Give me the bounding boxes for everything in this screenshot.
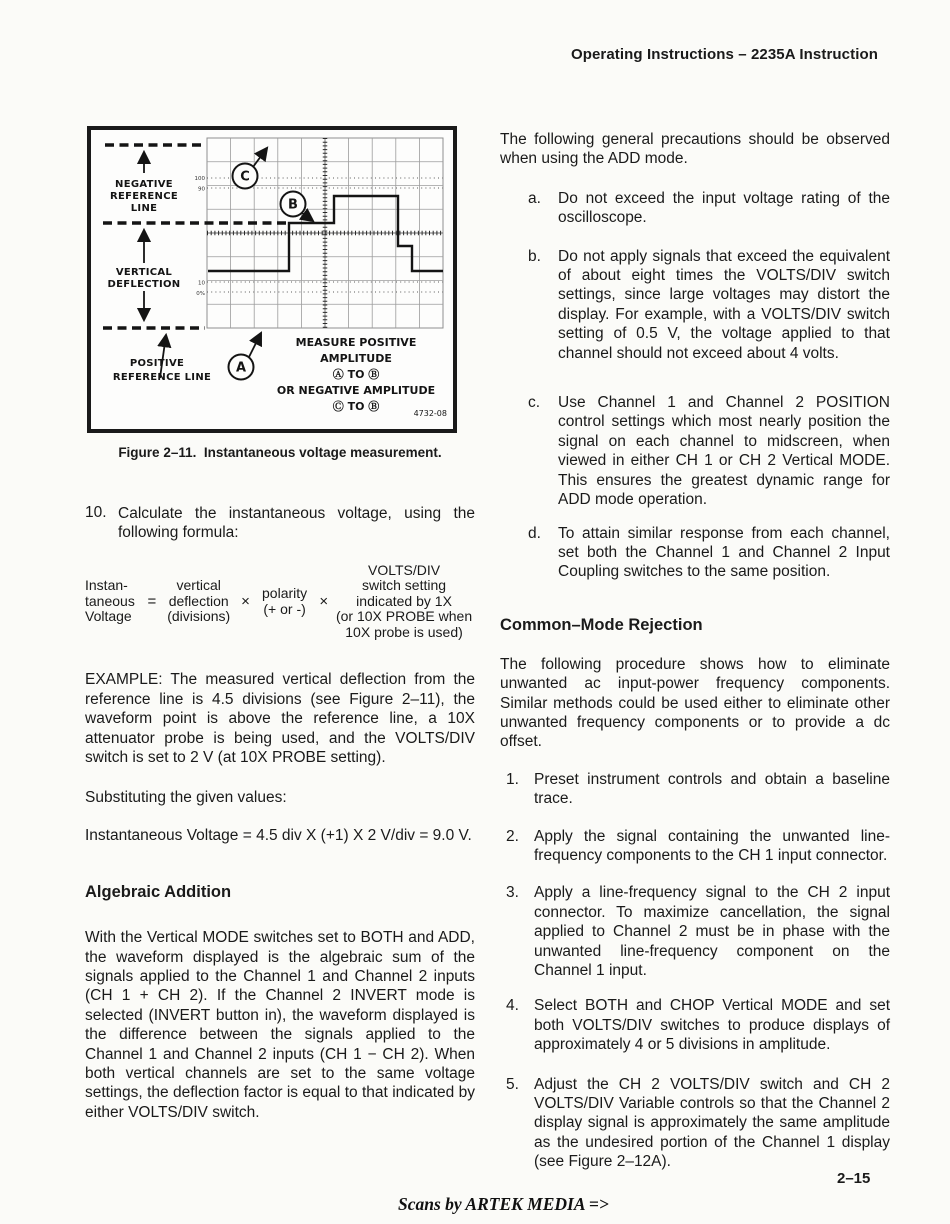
formula-volts-line: (or 10X PROBE when (335, 608, 473, 625)
result-equation: Instantaneous Voltage = 4.5 div X (+1) X 2 V/div = 9.0 V. (85, 826, 472, 844)
common-mode-body: The following procedure shows how to eliminate unwanted ac input-power frequency components. Similar methods could be used either to eliminate other unwanted frequency components or to provide a dc offset. (500, 655, 890, 751)
precaution-marker: d. (528, 524, 541, 542)
formula-volts-line: switch setting (362, 577, 447, 594)
precaution-text: Do not apply signals that exceed the equivalent of about eight times the VOLTS/DIV switch settings, since large voltages may distort the display. For example, with a VOLTS/DIV switch setting of 0.5 V, the voltage applied to that channel should not exceed about 4 volts. (558, 247, 890, 362)
measure-line: OR NEGATIVE AMPLITUDE (276, 384, 436, 397)
formula-volts-line: VOLTS/DIV (367, 561, 441, 578)
label-line: REFERENCE LINE (112, 372, 212, 383)
step-item-4 (500, 996, 890, 1054)
page-number: 2–15 (837, 1170, 871, 1187)
formula-polarity (255, 586, 314, 617)
step-text: Apply a line-frequency signal to the CH 2 input connector. To maximize cancellation, the signal applied to Channel 2 must be in phase with the unwanted line-frequency component on the Channel 1 input. (534, 884, 890, 979)
add-precautions-intro: The following general precautions should be observed when using the ADD mode. (500, 131, 890, 168)
precaution-item-a (500, 189, 890, 228)
common-mode-heading: Common–Mode Rejection (500, 615, 703, 634)
callout-a (229, 333, 262, 380)
multiply-sign: × (319, 592, 329, 610)
negative-reference-label (110, 179, 178, 214)
label-line: POSITIVE (129, 358, 185, 369)
precaution-item-d (500, 524, 890, 582)
formula-deflection-line: deflection (168, 592, 229, 609)
label-line: VERTICAL (115, 267, 173, 278)
step-item-1 (500, 770, 890, 809)
step-marker: 2. (506, 827, 519, 845)
formula-polarity-line: (+ or -) (263, 600, 306, 617)
left-column (85, 120, 475, 1122)
label-line: REFERENCE (110, 191, 178, 202)
scan-credit: Scans by ARTEK MEDIA => (398, 1194, 609, 1214)
step-10-marker: 10. (85, 504, 107, 521)
graticule-0pct-label: 0% (196, 291, 205, 297)
callout-b (281, 192, 314, 222)
measure-annotation (277, 336, 435, 413)
formula-lhs (85, 578, 143, 625)
equals-sign: = (147, 592, 157, 610)
step-text: Preset instrument controls and obtain a baseline trace. (534, 770, 890, 808)
label-line: LINE (130, 203, 158, 214)
step-10-item (85, 504, 475, 543)
measure-line: MEASURE POSITIVE (295, 336, 417, 349)
step-10-text: Calculate the instantaneous voltage, using the following formula: (118, 505, 475, 542)
precaution-text: To attain similar response from each channel, set both the Channel 1 and Channel 2 Input Coupling switches to the same position. (558, 524, 890, 581)
vertical-deflection-label (108, 267, 181, 290)
label-line: DEFLECTION (107, 279, 181, 290)
algebraic-addition-body: With the Vertical MODE switches set to BOTH and ADD, the waveform displayed is the algebraic sum of the signals applied to the Channel 1 and Channel 2 inputs (CH 1 + CH 2). If the Channel 2 INVERT mode is selected (INVERT button in), the waveform displayed is the difference between the signals applied to the Channel 1 and Channel 2 inputs (CH 1 − CH 2). When both vertical channels are set to the same voltage settings, the deflection factor is equal to that indicated by either VOLTS/DIV switch. (85, 929, 475, 1121)
step-item-2 (500, 827, 890, 866)
example-paragraph: EXAMPLE: The measured vertical deflection from the reference line is 4.5 divisions (see Figure 2–11), the waveform point is above the reference line, a 10X attenuator probe is being used, and the VOLTS/DIV switch is set to 2 V (at 10X PROBE setting). (85, 671, 475, 766)
formula-volts-div (333, 563, 475, 641)
voltage-formula (85, 563, 475, 641)
measure-line: Ⓐ TO Ⓑ (332, 368, 380, 381)
precaution-marker: c. (528, 394, 541, 412)
precaution-text: Use Channel 1 and Channel 2 POSITION control settings which most nearly position the signal on each channel to midscreen, when viewed in either CH 1 or CH 2 Vertical MODE. This ensures the greatest dynamic range for ADD mode operation. (558, 394, 890, 509)
substituting-paragraph: Substituting the given values: (85, 789, 287, 807)
formula-volts-line: indicated by 1X (356, 592, 452, 609)
label-line: NEGATIVE (115, 179, 173, 190)
measure-line: Ⓒ TO Ⓑ (332, 400, 380, 413)
callout-c (233, 148, 268, 189)
callout-c-letter: C (240, 169, 250, 185)
graticule-10-label: 10 (198, 280, 205, 287)
formula-lhs-line: Instan- (85, 577, 128, 594)
graticule-90-label: 90 (198, 186, 205, 193)
step-marker: 4. (506, 997, 519, 1015)
header-title: Operating Instructions – 2235A Instruction (570, 46, 878, 63)
step-item-5 (500, 1075, 890, 1172)
graticule-100-label: 100 (194, 176, 205, 182)
precaution-item-b (500, 247, 890, 363)
step-text: Select BOTH and CHOP Vertical MODE and set both VOLTS/DIV switches to produce displays of approximately 4 or 5 divisions in amplitude. (534, 997, 890, 1054)
right-column (500, 120, 890, 1172)
callout-a-letter: A (235, 360, 247, 376)
positive-reference-label (113, 358, 211, 383)
precaution-text: Do not exceed the input voltage rating of the oscilloscope. (558, 189, 890, 227)
step-marker: 5. (506, 1075, 519, 1093)
page-header (571, 46, 878, 63)
figure-part-number: 4732-08 (413, 409, 447, 418)
step-item-3 (500, 883, 890, 980)
precaution-item-c (500, 393, 890, 509)
formula-deflection-line: (divisions) (167, 608, 231, 625)
formula-deflection (161, 578, 236, 625)
formula-lhs-line: Voltage (85, 608, 132, 625)
algebraic-addition-heading: Algebraic Addition (85, 883, 232, 902)
measure-line: AMPLITUDE (320, 352, 392, 365)
step-text: Adjust the CH 2 VOLTS/DIV switch and CH 2 VOLTS/DIV Variable controls so that the Channel 2 display signal is approximately the same amplitude as the undesired portion of the Channel 1 display (see Figure 2–12A). (534, 1075, 890, 1171)
multiply-sign: × (241, 592, 250, 610)
graticule (195, 138, 444, 328)
callout-b-letter: B (288, 197, 298, 213)
step-marker: 1. (506, 770, 519, 788)
figure-2-11 (87, 126, 457, 433)
formula-lhs-line: taneous (85, 592, 135, 609)
step-text: Apply the signal containing the unwanted line-frequency components to the CH 1 input connector. (534, 827, 890, 864)
formula-polarity-line: polarity (262, 585, 308, 602)
figure-caption: Figure 2–11. Instantaneous voltage measurement. (118, 445, 442, 460)
step-marker: 3. (506, 884, 519, 902)
oscilloscope-diagram (91, 130, 453, 424)
precaution-marker: a. (528, 189, 541, 207)
formula-deflection-line: vertical (176, 577, 221, 594)
formula-volts-line: 10X probe is used) (345, 623, 463, 640)
precaution-marker: b. (528, 247, 541, 265)
